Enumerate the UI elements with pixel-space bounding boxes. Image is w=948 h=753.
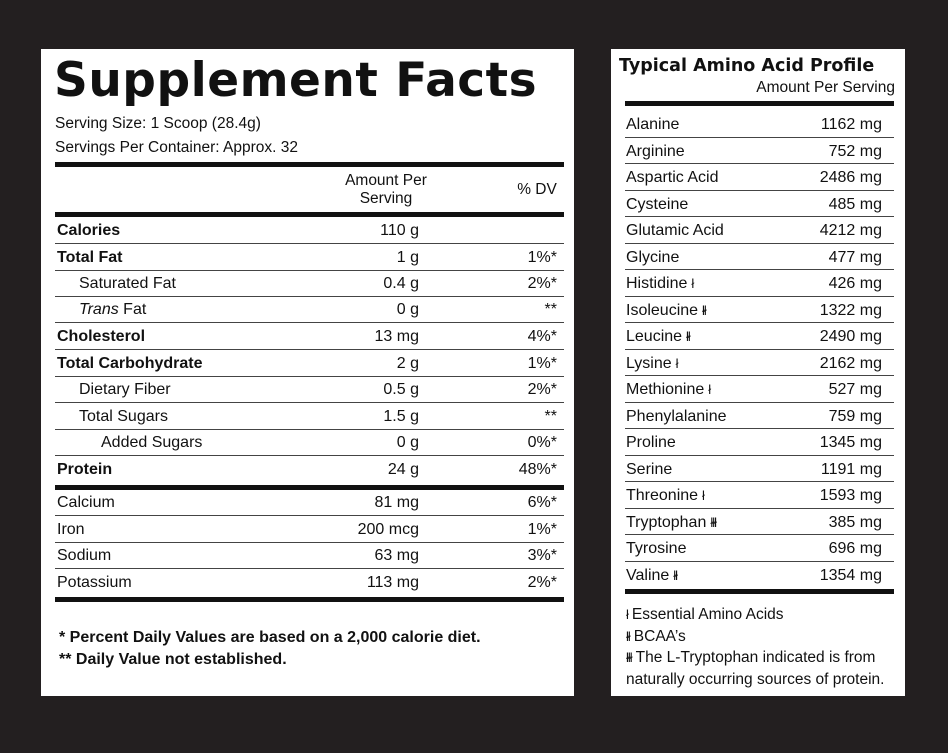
amino-name-text: Valine: [626, 566, 670, 584]
amino-name-text: Phenylalanine: [626, 407, 727, 425]
mineral-amount: 200 mcg: [357, 521, 419, 538]
nutrient-row-protein: [55, 457, 564, 483]
amino-row-glycine: [625, 244, 894, 271]
mineral-label: Sodium: [57, 547, 112, 564]
amino-value: 2162 mg: [819, 354, 882, 372]
nutrient-row-total-carbohydrate: [55, 351, 564, 377]
nutrient-row-dietary-fiber: [55, 377, 564, 403]
nutrient-label: Calories: [57, 222, 121, 239]
amino-name: [626, 222, 724, 240]
legend-line-1: [626, 606, 784, 624]
supplement-facts-panel: [41, 49, 574, 696]
amino-row-glutamic-acid: [625, 217, 894, 244]
mineral-label: Potassium: [57, 574, 132, 591]
nutrient-dv: 2%*: [527, 275, 557, 292]
supplement-facts-title: Supplement Facts: [54, 53, 538, 108]
nutrient-label: Total Carbohydrate: [57, 355, 203, 372]
amount-per-serving-header: [331, 172, 441, 208]
amino-acid-panel: [611, 49, 905, 696]
amino-name-text: Cysteine: [626, 195, 689, 213]
nutrient-dv: 0%*: [527, 434, 557, 451]
amino-value: 477 mg: [828, 248, 882, 266]
amino-row-tyrosine: [625, 535, 894, 562]
amino-name: [626, 275, 693, 293]
amino-name: [626, 434, 676, 452]
amino-name: [626, 381, 710, 399]
mineral-amount: 81 mg: [374, 494, 419, 511]
legend-line-4: [626, 671, 884, 689]
amino-name-text: Arginine: [626, 142, 685, 160]
amino-name-text: Methionine: [626, 381, 705, 398]
nutrient-label: Dietary Fiber: [79, 381, 171, 398]
mineral-dv: 6%*: [527, 494, 557, 511]
amino-row-histidine: [625, 270, 894, 297]
legend-text: BCAA’s: [633, 627, 686, 645]
amino-profile-title: Typical Amino Acid Profile: [619, 56, 875, 76]
nutrient-row-calories: [55, 218, 564, 244]
nutrient-label: Cholesterol: [57, 328, 146, 345]
amino-value: 527 mg: [828, 381, 882, 398]
amino-mark: ł: [675, 355, 678, 371]
amino-name: [626, 461, 672, 479]
nutrient-dv: 48%*: [518, 461, 557, 478]
amino-row-arginine: [625, 138, 894, 165]
amino-row-leucine: [625, 323, 894, 350]
amino-row-lysine: [625, 350, 894, 377]
amino-value: 1162 mg: [820, 116, 882, 133]
nutrient-amount: 110 g: [380, 222, 419, 239]
amino-row-threonine: [625, 482, 894, 509]
legend-mark: ł: [626, 607, 628, 622]
mineral-row-sodium: [55, 543, 564, 569]
amino-value: 1354 mg: [819, 566, 882, 584]
amino-value: 1322 mg: [819, 301, 882, 319]
nutrient-label: Protein: [57, 461, 113, 478]
amino-name-text: Histidine: [626, 275, 688, 292]
amino-name: [626, 249, 679, 267]
mineral-dv: 3%*: [527, 547, 557, 564]
mineral-row-iron: [55, 517, 564, 543]
nutrient-amount: 13 mg: [374, 328, 419, 345]
nutrient-amount: 24 g: [387, 461, 419, 478]
amino-row-cysteine: [625, 191, 894, 218]
nutrient-amount: 1.5 g: [383, 408, 419, 425]
amino-row-valine: [625, 562, 894, 589]
nutrient-label: Total Sugars: [79, 408, 168, 425]
nutrient-amount: 0 g: [396, 434, 419, 451]
amino-name: [626, 355, 678, 373]
nutrient-amount: 1 g: [396, 249, 419, 266]
amino-name: [626, 169, 718, 187]
amino-name: [626, 540, 686, 558]
mineral-amount: 63 mg: [374, 547, 419, 564]
legend-line-2: [626, 628, 686, 646]
nutrient-dv: 1%*: [527, 249, 557, 266]
fat-word: Fat: [123, 301, 147, 318]
amino-value: 696 mg: [828, 540, 882, 557]
amino-name-text: Threonine: [626, 487, 699, 504]
amino-value: 4212 mg: [819, 222, 882, 239]
nutrient-label: Saturated Fat: [79, 275, 176, 292]
amino-name-text: Serine: [626, 460, 673, 478]
amino-name-text: Alanine: [626, 116, 680, 133]
nutrient-row-trans-fat: [55, 297, 564, 323]
nutrient-label: Added Sugars: [101, 434, 203, 451]
amino-name-text: Aspartic Acid: [626, 169, 719, 186]
amino-mark: ł: [702, 488, 704, 503]
mineral-row-calcium: [55, 490, 564, 516]
thick-rule-top: [55, 162, 564, 167]
amino-value: 2486 mg: [819, 169, 882, 186]
amino-value: 485 mg: [828, 195, 882, 213]
amount-header-line2: Serving: [359, 190, 413, 207]
nutrient-dv: **: [544, 301, 557, 318]
servings-per-container: Servings Per Container: Approx. 32: [55, 139, 298, 156]
amino-row-phenylalanine: [625, 403, 894, 430]
amino-row-proline: [625, 429, 894, 456]
amino-name: [626, 196, 688, 214]
nutrient-label-trans-fat: [79, 301, 146, 319]
nutrient-dv: 1%*: [527, 355, 557, 372]
amino-name: [626, 143, 685, 161]
amino-name: [626, 328, 690, 346]
amount-header-line1: Amount Per: [345, 172, 427, 189]
amino-name-text: Glycine: [626, 248, 680, 266]
thick-rule-bottom: [55, 597, 564, 602]
nutrient-row-added-sugars: [55, 430, 564, 456]
dv-header: % DV: [517, 181, 557, 198]
nutrient-dv: 2%*: [527, 381, 557, 398]
amino-value: 426 mg: [828, 275, 882, 292]
nutrient-dv: **: [544, 408, 557, 425]
amino-row-methionine: [625, 376, 894, 403]
amino-name: [626, 487, 704, 505]
trans-italic: Trans: [79, 301, 119, 318]
legend-line-3: [626, 649, 875, 667]
amino-name-text: Tryptophan: [626, 513, 707, 531]
amino-name: [626, 567, 677, 585]
amino-row-tryptophan: [625, 509, 894, 536]
amino-value: 1345 mg: [819, 434, 882, 451]
serving-size: Serving Size: 1 Scoop (28.4g): [55, 115, 261, 132]
legend-text: The L-Tryptophan indicated is from: [635, 649, 876, 666]
nutrient-amount: 0 g: [396, 301, 419, 318]
amino-name: [626, 116, 679, 134]
amino-value: 752 mg: [828, 142, 882, 160]
mineral-label: Iron: [57, 521, 85, 538]
mineral-dv: 2%*: [527, 574, 557, 591]
amino-mark: łł: [702, 302, 706, 318]
thick-rule-header: [55, 212, 564, 217]
amino-mark: ł: [691, 276, 694, 291]
amino-value: 385 mg: [828, 513, 882, 531]
amino-name-text: Glutamic Acid: [626, 222, 724, 239]
nutrient-label: Total Fat: [57, 249, 123, 266]
amino-profile-subtitle: Amount Per Serving: [756, 79, 895, 96]
nutrient-row-total-fat: [55, 245, 564, 271]
nutrient-dv: 4%*: [527, 328, 557, 345]
amino-thick-rule-top: [625, 101, 894, 106]
amino-value: 2490 mg: [819, 328, 882, 345]
legend-mark: łł: [626, 628, 630, 644]
amino-name-text: Lysine: [626, 354, 672, 372]
legend-text: Essential Amino Acids: [631, 606, 784, 623]
nutrient-amount: 0.4 g: [383, 275, 419, 292]
amino-name-text: Isoleucine: [626, 301, 699, 319]
amino-name-text: Tyrosine: [626, 540, 687, 557]
mineral-label: Calcium: [57, 494, 115, 511]
nutrient-amount: 0.5 g: [383, 381, 419, 398]
amino-thick-rule-bottom: [625, 589, 894, 594]
mineral-dv: 1%*: [527, 521, 557, 538]
nutrient-row-total-sugars: [55, 404, 564, 430]
legend-mark: łłł: [626, 650, 632, 665]
amino-row-alanine: [625, 111, 894, 138]
amino-value: 1593 mg: [819, 487, 882, 504]
mineral-row-potassium: [55, 570, 564, 596]
amino-name: [626, 408, 727, 426]
nutrient-row-saturated-fat: [55, 271, 564, 297]
amino-value: 759 mg: [828, 407, 882, 425]
mineral-amount: 113 mg: [366, 574, 419, 591]
amino-name-text: Proline: [626, 434, 676, 451]
amino-name-text: Leucine: [626, 328, 683, 345]
amino-value: 1191 mg: [820, 460, 882, 478]
nutrient-amount: 2 g: [396, 355, 419, 372]
amino-row-isoleucine: [625, 297, 894, 324]
amino-mark: łł: [673, 567, 678, 583]
amino-name: [626, 302, 706, 320]
amino-mark: łł: [686, 329, 690, 344]
amino-row-aspartic-acid: [625, 164, 894, 191]
amino-name: [626, 514, 716, 532]
legend-text: naturally occurring sources of protein.: [626, 670, 885, 688]
footnote-dv-not-established: ** Daily Value not established.: [59, 651, 287, 668]
nutrient-row-cholesterol: [55, 324, 564, 350]
footnote-percent-dv: * Percent Daily Values are based on a 2,000 calorie diet.: [59, 629, 481, 646]
amino-mark: łłł: [710, 514, 717, 530]
amino-mark: ł: [708, 382, 711, 397]
amino-row-serine: [625, 456, 894, 483]
